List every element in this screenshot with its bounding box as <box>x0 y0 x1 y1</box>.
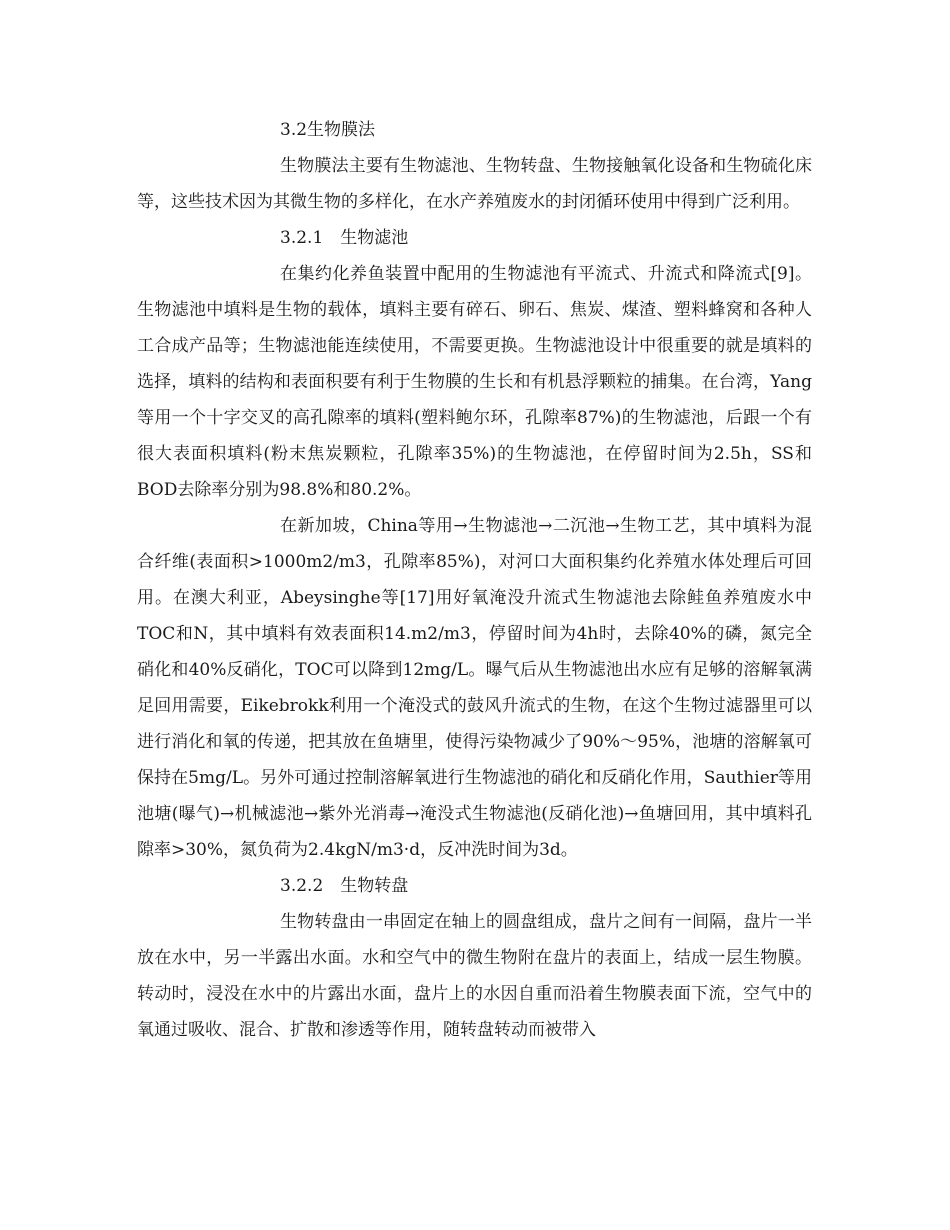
section-3-2-2-paragraph: 生物转盘由一串固定在轴上的圆盘组成，盘片之间有一间隔，盘片一半放在水中，另一半露出水面。水和空气中的微生物附在盘片的表面上，结成一层生物膜。转动时，浸没在水中的片露出水面，盘片上的水因自重而沿着生物膜表面下流，空气中的氧通过吸收、混合、扩散和渗透等作用，随转盘转动而被带入 <box>137 912 812 1040</box>
section-3-2-1-title: 3.2.1 生物滤池 <box>280 228 409 248</box>
section-3-2-1-paragraph-1: 在集约化养鱼装置中配用的生物滤池有平流式、升流式和降流式[9]。生物滤池中填料是生物的载体，填料主要有碎石、卵石、焦炭、煤渣、塑料蜂窝和各种人工合成产品等；生物滤池能连续使用，不需要更换。生物滤池设计中很重要的就是填料的选择，填料的结构和表面积要有利于生物膜的生长和有机悬浮颗粒的捕集。在台湾，Yang等用一个十字交叉的高孔隙率的填料(塑料鲍尔环，孔隙率87%)的生物滤池，后跟一个有很大表面积填料(粉末焦炭颗粒，孔隙率35%)的生物滤池，在停留时间为2.5h，SS和BOD去除率分别为98.8%和80.2%。 <box>137 264 812 500</box>
section-3-2-2-title: 3.2.2 生物转盘 <box>280 876 409 896</box>
section-3-2-1-paragraph-2: 在新加坡，China等用→生物滤池→二沉池→生物工艺，其中填料为混合纤维(表面积>1000m2/m3，孔隙率85%)，对河口大面积集约化养殖水体处理后可回用。在澳大利亚，Abeysinghe等[17]用好氧淹没升流式生物滤池去除鲑鱼养殖废水中TOC和N，其中填料有效表面积14.m2/m3，停留时间为4h时，去除40%的磷，氮完全硝化和40%反硝化，TOC可以降到12mg/L。曝气后从生物滤池出水应有足够的溶解氧满足回用需要，Eikebrokk利用一个淹没式的鼓风升流式的生物，在这个生物过滤器里可以进行消化和氧的传递，把其放在鱼塘里，使得污染物减少了90%～95%，池塘的溶解氧可保持在5mg/L。另外可通过控制溶解氧进行生物滤池的硝化和反硝化作用，Sauthier等用池塘(曝气)→机械滤池→紫外光消毒→淹没式生物滤池(反硝化池)→鱼塘回用，其中填料孔隙率>30%，氮负荷为2.4kgN/m3·d，反冲洗时间为3d。 <box>137 516 812 860</box>
section-3-2-title: 3.2生物膜法 <box>280 120 376 140</box>
document-body <box>137 112 812 1048</box>
section-3-2-paragraph: 生物膜法主要有生物滤池、生物转盘、生物接触氧化设备和生物硫化床等，这些技术因为其微生物的多样化，在水产养殖废水的封闭循环使用中得到广泛利用。 <box>137 156 812 212</box>
